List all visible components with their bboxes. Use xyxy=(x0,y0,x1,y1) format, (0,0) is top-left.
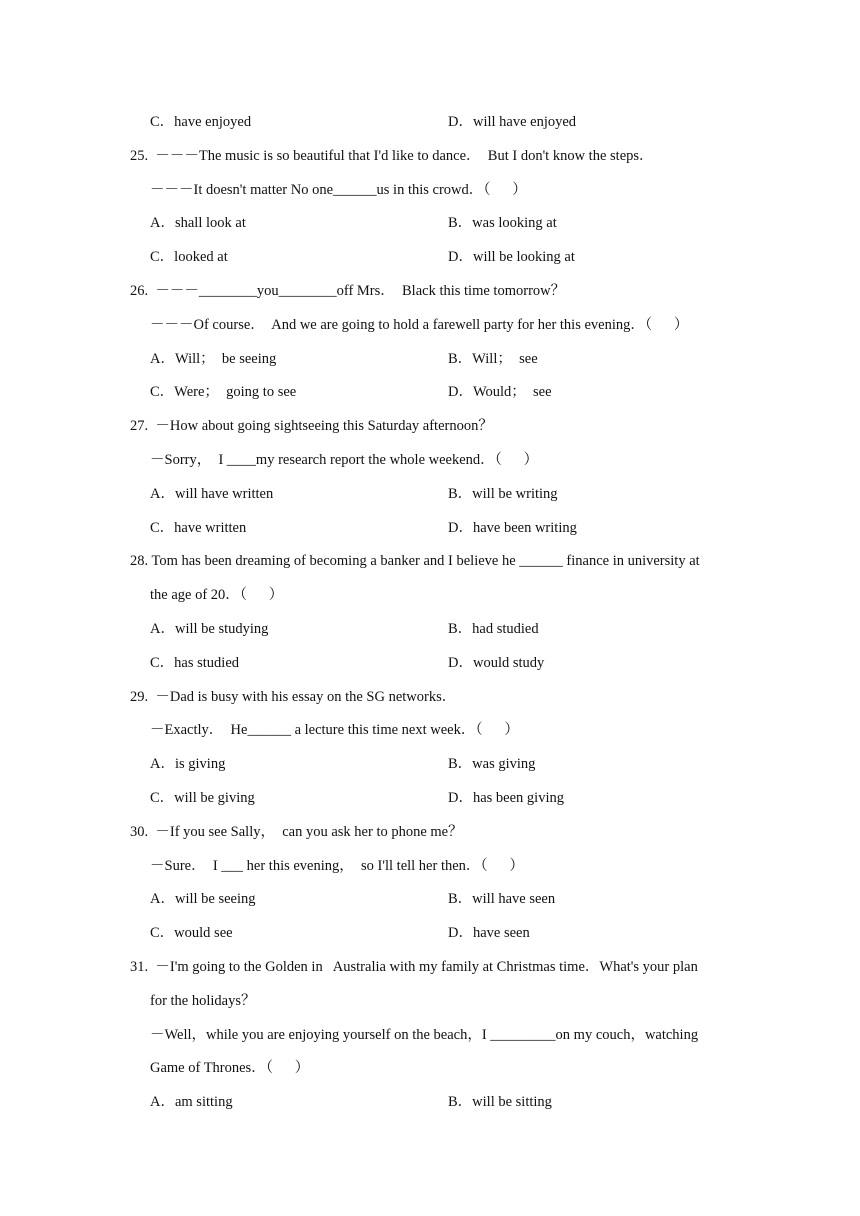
question-text-continuation: －Well，while you are enjoying yourself on the beach，I _________on my couch，watching xyxy=(150,1027,699,1043)
answer-option: C．Were； going to see xyxy=(150,384,297,400)
answer-option: C．has studied xyxy=(150,655,240,671)
question-stem: 28. Tom has been dreaming of becoming a banker and I believe he ______ finance in university at xyxy=(130,553,700,569)
question-text-continuation: －Sorry， I ____my research report the whole weekend．（ ） xyxy=(150,452,539,468)
answer-option: C．have written xyxy=(150,520,247,536)
answer-option: C．looked at xyxy=(150,249,228,265)
answer-option: D．has been giving xyxy=(448,790,564,806)
answer-option: D．Would； see xyxy=(448,384,552,400)
question-stem: 27. －How about going sightseeing this Saturday afternoon？ xyxy=(130,418,493,434)
question-text-continuation: －Sure． I ___ her this evening， so I'll tell her then．（ ） xyxy=(150,858,524,874)
question-text-continuation: －－－It doesn't matter No one______us in this crowd．（ ） xyxy=(150,182,527,198)
answer-option: A．will be studying xyxy=(150,621,269,637)
answer-option: A．shall look at xyxy=(150,215,246,231)
answer-option: B．Will； see xyxy=(448,351,538,367)
question-stem: 29. －Dad is busy with his essay on the SG networks． xyxy=(130,689,457,705)
answer-option: C．will be giving xyxy=(150,790,255,806)
answer-option: D．have seen xyxy=(448,925,530,941)
answer-option: B．had studied xyxy=(448,621,539,637)
answer-option: A．Will； be seeing xyxy=(150,351,277,367)
answer-option: D．will be looking at xyxy=(448,249,575,265)
answer-option: B．will be writing xyxy=(448,486,558,502)
question-stem: 26. －－－________you________off Mrs． Black this time tomorrow？ xyxy=(130,283,566,299)
question-text-continuation: －－－Of course． And we are going to hold a farewell party for her this evening．（ ） xyxy=(150,317,689,333)
answer-option: A．is giving xyxy=(150,756,226,772)
answer-option: C．have enjoyed xyxy=(150,114,252,130)
question-text-continuation: －Exactly． He______ a lecture this time next week．（ ） xyxy=(150,722,519,738)
answer-option: B．was giving xyxy=(448,756,536,772)
answer-option: D．have been writing xyxy=(448,520,577,536)
question-text-continuation: Game of Thrones．（ ） xyxy=(150,1060,310,1076)
answer-option: B．will be sitting xyxy=(448,1094,552,1110)
question-text-continuation: for the holidays？ xyxy=(150,993,256,1009)
answer-option: D．would study xyxy=(448,655,545,671)
question-stem: 25. －－－The music is so beautiful that I'd like to dance． But I don't know the steps． xyxy=(130,148,654,164)
answer-option: B．will have seen xyxy=(448,891,556,907)
answer-option: A．am sitting xyxy=(150,1094,233,1110)
question-stem: 31. －I'm going to the Golden in Australia with my family at Christmas time．What's your plan xyxy=(130,959,698,975)
question-text-continuation: the age of 20．（ ） xyxy=(150,587,284,603)
question-stem: 30. －If you see Sally， can you ask her to phone me？ xyxy=(130,824,463,840)
answer-option: D．will have enjoyed xyxy=(448,114,577,130)
answer-option: C．would see xyxy=(150,925,233,941)
answer-option: A．will have written xyxy=(150,486,274,502)
answer-option: A．will be seeing xyxy=(150,891,256,907)
answer-option: B．was looking at xyxy=(448,215,557,231)
